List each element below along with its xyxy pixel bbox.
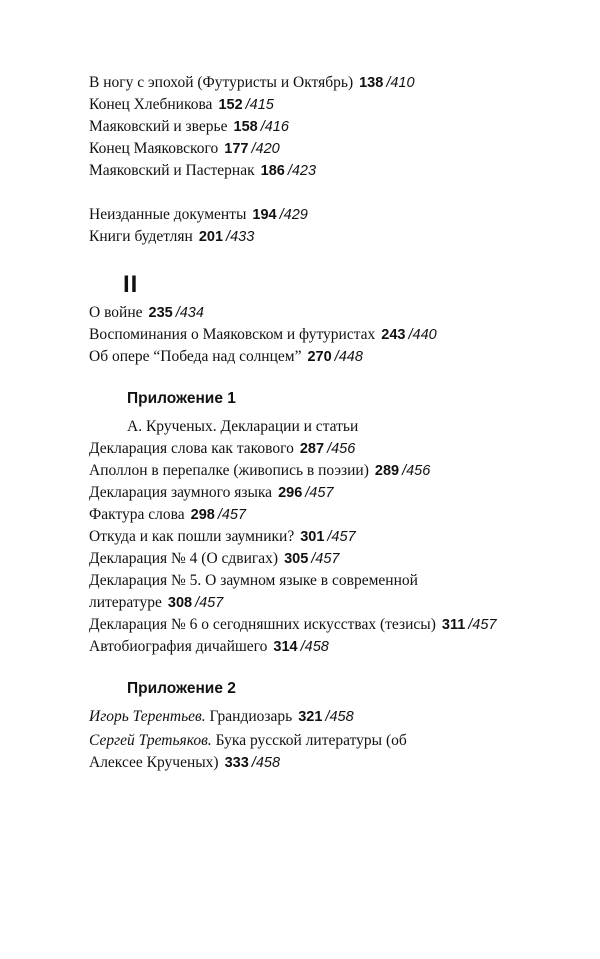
toc-entry	[89, 460, 569, 482]
entry-note-ref: /458	[300, 639, 329, 655]
entry-page: 301	[300, 529, 325, 545]
entry-author: Игорь Терентьев.	[89, 708, 206, 725]
toc-entry	[89, 504, 569, 526]
spacer	[89, 658, 569, 678]
toc-entry	[89, 138, 569, 160]
toc-entry	[89, 226, 569, 248]
entry-title: Воспоминания о Маяковском и футуристах	[89, 326, 376, 343]
entry-title: Декларация № 4 (О сдвигах)	[89, 550, 279, 567]
entry-page: 321	[298, 709, 323, 725]
toc-entry	[89, 570, 489, 614]
entry-note-ref: /457	[305, 485, 334, 501]
entry-page: 287	[299, 441, 325, 457]
toc-entry	[89, 548, 569, 570]
toc-entry	[89, 706, 569, 728]
spacer	[89, 248, 569, 268]
entry-title: Маяковский и зверье	[89, 118, 228, 135]
entry-note-ref: /457	[217, 507, 247, 523]
toc-appendix-1	[89, 388, 569, 658]
toc-entry	[89, 72, 569, 94]
entry-title: В ногу с эпохой (Футуристы и Октябрь)	[89, 74, 354, 91]
entry-title: Декларация заумного языка	[89, 484, 273, 501]
entry-title: Грандиозарь	[209, 708, 293, 725]
toc-entry	[89, 526, 569, 548]
toc-entry	[89, 204, 569, 226]
entry-page: 311	[441, 617, 466, 633]
spacer	[89, 368, 569, 388]
toc-entry	[89, 302, 569, 324]
toc-entry	[89, 636, 569, 658]
toc-entry	[89, 730, 419, 774]
entry-note-ref: /448	[334, 349, 363, 365]
toc-entry	[89, 94, 569, 116]
entry-page: 243	[381, 327, 406, 343]
entry-note-ref: /458	[251, 755, 281, 771]
entry-page: 270	[307, 349, 332, 365]
entry-title: Об опере “Победа над солнцем”	[89, 348, 302, 365]
toc-entry	[89, 438, 569, 460]
entry-title: Автобиография дичайшего	[89, 638, 268, 655]
entry-page: 296	[278, 485, 303, 501]
entry-note-ref: /457	[327, 529, 356, 545]
entry-page: 298	[190, 507, 215, 523]
entry-note-ref: /456	[402, 463, 431, 479]
toc-section-1	[89, 72, 569, 182]
entry-note-ref: /440	[408, 327, 437, 343]
entry-page: 314	[273, 639, 298, 655]
entry-page: 201	[198, 229, 224, 245]
entry-note-ref: /420	[251, 141, 280, 157]
toc-appendix-2	[89, 678, 569, 774]
entry-note-ref: /434	[175, 305, 204, 321]
entry-note-ref: /458	[325, 709, 354, 725]
toc-entry	[89, 614, 569, 636]
entry-title: Фактура слова	[89, 506, 185, 523]
toc-entry	[89, 346, 569, 368]
entry-title: Неизданные документы	[89, 206, 247, 223]
entry-title: Конец Хлебникова	[89, 96, 213, 113]
entry-title: О войне	[89, 304, 143, 321]
entry-page: 138	[359, 75, 384, 91]
entry-page: 158	[233, 119, 258, 135]
entry-title: Декларация № 5. О заумном языке в современной литературе	[89, 572, 418, 611]
entry-note-ref: /429	[279, 207, 308, 223]
entry-page: 235	[148, 305, 173, 321]
entry-page: 152	[218, 97, 243, 113]
entry-note-ref: /457	[468, 617, 497, 633]
toc-part-2	[89, 270, 569, 368]
entry-note-ref: /457	[195, 595, 224, 611]
toc-entry	[89, 482, 569, 504]
toc-section-2	[89, 204, 569, 248]
entry-note-ref: /410	[386, 75, 415, 91]
spacer	[89, 182, 569, 204]
toc-entry	[89, 116, 569, 138]
entry-title: Откуда и как пошли заумники?	[89, 528, 295, 545]
entry-page: 305	[284, 551, 309, 567]
appendix-subheading: А. Крученых. Декларации и статьи	[127, 418, 359, 435]
entry-title: Декларация № 6 о сегодняшних искусствах (тезисы)	[89, 616, 436, 633]
toc-entry	[89, 160, 569, 182]
appendix-heading: Приложение 1	[127, 390, 236, 407]
entry-title: Аполлон в перепалке (живопись в поэзии)	[89, 462, 369, 479]
entry-page: 194	[252, 207, 277, 223]
entry-author: Сергей Третьяков.	[89, 732, 212, 749]
entry-note-ref: /456	[327, 441, 356, 457]
entry-title: Маяковский и Пастернак	[89, 162, 255, 179]
toc-entry	[89, 324, 569, 346]
entry-page: 333	[224, 755, 249, 771]
entry-title: Декларация слова как такового	[89, 440, 294, 457]
entry-title: Конец Маяковского	[89, 140, 219, 157]
entry-note-ref: /415	[245, 97, 274, 113]
entry-note-ref: /423	[287, 163, 317, 179]
entry-page: 177	[224, 141, 249, 157]
entry-note-ref: /433	[226, 229, 255, 245]
entry-title: Книги будетлян	[89, 228, 193, 245]
table-of-contents	[89, 72, 569, 774]
entry-page: 186	[260, 163, 285, 179]
entry-page: 308	[167, 595, 193, 611]
entry-title: Бука русской литературы (об Алексее Крученых)	[89, 732, 407, 771]
entry-page: 289	[374, 463, 400, 479]
part-title: II	[123, 271, 139, 298]
entry-note-ref: /457	[311, 551, 340, 567]
appendix-heading: Приложение 2	[127, 680, 236, 697]
entry-note-ref: /416	[260, 119, 289, 135]
